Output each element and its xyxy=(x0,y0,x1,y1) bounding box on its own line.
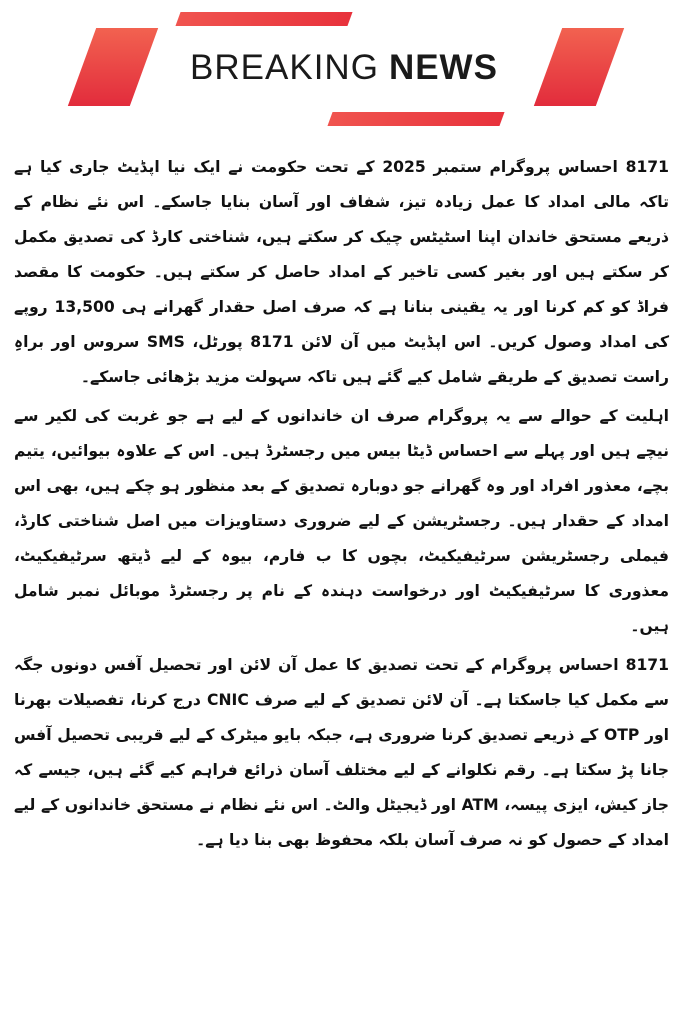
banner-stripe-bottom xyxy=(327,112,504,126)
article-paragraph: 8171 احساس پروگرام ستمبر 2025 کے تحت حکومت نے ایک نیا اپڈیٹ جاری کیا ہے تاکہ مالی امداد کا عمل زیادہ تیز، شفاف اور آسان بنایا جاسکے۔ اس نئے نظام کے ذریعے مستحق خاندان اپنا اسٹیٹس چیک کر سکتے ہیں، شناختی کارڈ کی تصدیق مکمل کر سکتے ہیں اور بغیر کسی تاخیر کے امداد حاصل کر سکتے ہیں۔ حکومت کا مقصد فراڈ کو کم کرنا اور یہ یقینی بنانا ہے کہ صرف اصل حقدار گھرانے ہی 13,500 روپے کی امداد وصول کریں۔ اس اپڈیٹ میں آن لائن 8171 پورٹل، SMS سروس اور براہِ راست تصدیق کے طریقے شامل کیے گئے ہیں تاکہ سہولت مزید بڑھائی جاسکے۔ xyxy=(14,158,670,386)
article-paragraph: 8171 احساس پروگرام کے تحت تصدیق کا عمل آن لائن اور تحصیل آفس دونوں جگہ سے مکمل کیا جاسکتا ہے۔ آن لائن تصدیق کے لیے صرف CNIC درج کرنا، تفصیلات بھرنا اور OTP کے ذریعے تصدیق کرنا ضروری ہے، جبکہ بایو میٹرک کے لیے قریبی تحصیل آفس جانا پڑ سکتا ہے۔ رقم نکلوانے کے لیے مختلف آسان ذرائع فراہم کیے گئے ہیں، جیسے کہ جاز کیش، ایزی پیسہ، ATM اور ڈیجیٹل والٹ۔ اس نئے نظام نے مستحق خاندانوں کے لیے امداد کے حصول کو نہ صرف آسان بلکہ محفوظ بھی بنا دیا ہے۔ xyxy=(14,656,669,849)
banner-block-right xyxy=(534,28,624,106)
banner-title-word-news: NEWS xyxy=(388,48,498,87)
banner-title xyxy=(152,30,536,106)
banner-title-word-breaking: BREAKING xyxy=(190,48,379,87)
breaking-news-banner xyxy=(0,0,683,130)
article-paragraph: اہلیت کے حوالے سے یہ پروگرام صرف ان خاندانوں کے لیے ہے جو غربت کی لکیر سے نیچے ہیں اور پہلے سے احساس ڈیٹا بیس میں رجسٹرڈ ہیں۔ اس کے علاوہ بیوائیں، یتیم بچے، معذور افراد اور وہ گھرانے جو دوبارہ تصدیق کے بعد منظور ہو چکے ہیں، بھی اس امداد کے حقدار ہیں۔ رجسٹریشن کے لیے ضروری دستاویزات میں اصل شناختی کارڈ، فیملی رجسٹریشن سرٹیفیکیٹ، بچوں کا ب فارم، بیوہ کے لیے ڈیتھ سرٹیفیکیٹ، معذوری کا سرٹیفیکیٹ اور درخواست دہندہ کے نام پر رجسٹرڈ موبائل نمبر شامل ہیں۔ xyxy=(14,407,669,635)
banner-stripe-top xyxy=(175,12,352,26)
article-body xyxy=(14,150,669,1016)
